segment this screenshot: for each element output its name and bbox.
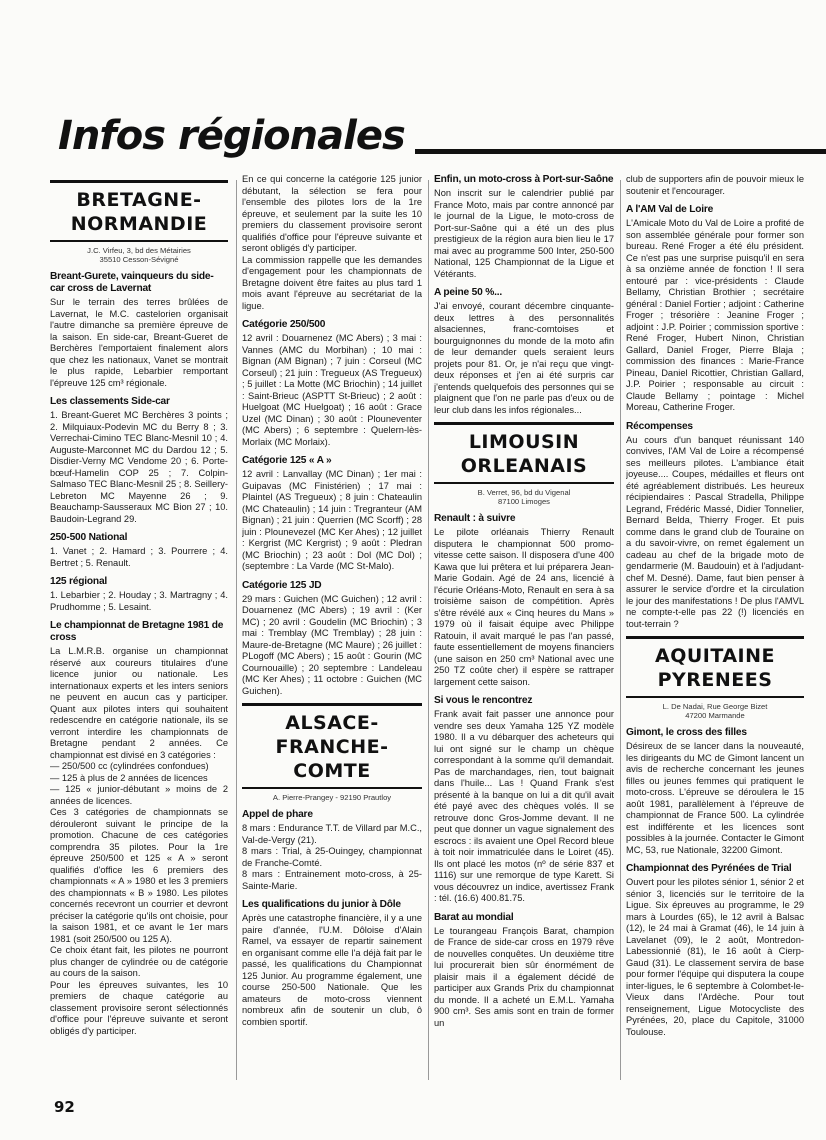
article-paragraph: club de supporters afin de pouvoir mieux le soutenir et l'encourager.	[626, 174, 804, 196]
article-paragraph: La commission rappelle que les demandes d'engagement pour les championnats de Bretagne doivent être faites au plus tard 1 mois avant l'épreuve au secrétariat de la ligue.	[242, 254, 422, 311]
article-paragraph: Après une catastrophe financière, il y a une paire d'année, l'U.M. Dôloise d'Alain Ramel, va essayer de repartir sainement en organisant comme elle l'a déjà fait par le passé, les qualifications du Championnat 125 Junior. Au programme également, une course 250-500 Nationale. Que les amateurs de moto-cross viennent nombreux afin de soutenir un club, ô combien sportif.	[242, 913, 422, 1027]
page-title: Infos régionales	[58, 112, 415, 160]
column-2	[242, 174, 422, 1094]
article-paragraph: Le pilote orléanais Thierry Renault disputera le championnat 500 promo-vitesse cette saison. Il disposera d'une 400 Kawa que lui prêtera et lui préparera Jean-Marie Godain. Agé de 24 ans, licencié à l'écurie Orléans-Moto, Renault en sera à sa troisième saison de compétition. Après s'être révélé aux « Cinq heures du Mans » 1979 où il faisait équipe avec Philippe Ratouin, il avait marqué le pas l'an passé, faute essentiellement de moyens financiers (une saison en 250 cm³ National avec une 250 TZ coûte cher) il espère se rattraper largement cette saison.	[434, 527, 614, 687]
article-paragraph: Pour les épreuves suivantes, les 10 premiers de chaque catégorie au classement provisoire seront sélectionnés d'office pour l'épreuve suivante et seront obligés d'y participer.	[50, 979, 228, 1036]
article-heading: Catégorie 125 JD	[242, 579, 322, 591]
article-paragraph: Au cours d'un banquet réunissant 140 convives, l'AM Val de Loire a récompensé ses meilleurs pilotes. L'ambiance était joyeuse.... Coupes, médailles et fleurs ont été agréablement distribués. Les heureux récipiendaires : Pascal Stradella, Philippe Legrand, Frédéric Massé, Didier Tonnelier, Bernard Belda, Thierry Froger. Et puis comme dans le grand club de Touraine on a du savoir-vivre, on remet également un cadeau au chef de la brigade moto de gendarmerie (M. Baudouin) et à l'adjudant-chef M. Desné). Dame, faut bien penser à assurer le service d'ordre et la circulation le jour des manifestations ! De plus l'AMVL ne compte-t-elle pas 22 (!) licenciés en tout-terrain ?	[626, 434, 804, 629]
correspondent-address: L. De Nadai, Rue George Bizet 47200 Marmande	[662, 702, 768, 720]
article-paragraph: 1. Lebarbier ; 2. Houday ; 3. Martragny ; 4. Prudhomme ; 5. Lesaint.	[50, 590, 228, 612]
article-paragraph: J'ai envoyé, courant décembre cinquante-deux lettres à des personnalités alsaciennes, franc-comtoises et bourguignonnes du monde de la moto afin de leur demander quels seraient leurs projets pour 81. Or, je n'ai reçu que vingt-deux réponses et j'en ai été surpris car j'entends quelquefois des personnes qui se plaignent que l'on ne parle pas d'eux ou de leur club dans les infos régionales...	[434, 301, 614, 415]
article-paragraph: 1. Breant-Gueret MC Berchères 3 points ; 2. Milquiaux-Podevin MC du Berry 8 ; 3. Verrechai-Cimino TEC Blanc-Mesnil 10 ; 4. Auguste-Marconnet MC du Dardou 12 ; 5. Disdier-Verny MC Vendome 20 ; 6. Porte-bœuf-Hamelin COP 25 ; 7. Colpin-Salmaso TEC Blanc-Mesnil 25 ; 8. Seillery-Lebreton MC Mayenne 26 ; 9. Beauchamp-Sausseraux MC Bion 27 ; 10. Baudoin-Legrand 29.	[50, 410, 228, 524]
region-heading-limousin: LIMOUSIN ORLEANAIS	[434, 422, 614, 484]
article-heading: Les classements Side-car	[50, 396, 170, 407]
article-paragraph: Ce choix étant fait, les pilotes ne pourront plus changer de cylindrée ou de catégorie au cours de la saison.	[50, 945, 228, 978]
article-heading: Le championnat de Bretagne 1981 de cross	[50, 620, 224, 643]
correspondent-address: B. Verret, 96, bd du Vigenal 87100 Limoges	[477, 488, 571, 506]
article-paragraph: Désireux de se lancer dans la nouveauté, les dirigeants du MC de Gimont lancent un avis de recherche concernant les jeunes filles ou jeunes femmes qui pratiquent le moto-cross. L'épreuve se déroulera le 15 août 1981, parallèlement à l'épreuve de championnat de France 500. La cylindrée est indifférente et les licences sont possibles à la journée. Contacter le Gimont MC, 53, rue Nationale, 32200 Gimont.	[626, 741, 804, 855]
article-paragraph: Frank avait fait passer une annonce pour vendre ses deux Yamaha 125 YZ modèle 1980. Il a vu débarquer des acheteurs qui lui ont signé sur le champ un chèque correspondant à la somme qu'il demandait. Pas de marchandages, rien, tout baignait dans l'huile... Las ! Quand Frank s'est présenté à la banque on lui a dit qu'il avait été payé avec des chèques volés. Il se retrouve donc Gros-Jomme devant. Il ne peut que donner un vague signalement des escrocs : ils avaient une Opel Record bleue à toit noir immatriculée dans le Loiret (45). Ils ont placé les motos (nº de série 837 et 1116) sur une remorque de type Karett. Si vous découvrez un indice, avertissez Frank : tél. (16.6) 400.81.75.	[434, 709, 614, 903]
correspondent-address: J.C. Virfeu, 3, bd des Métairies 35510 Cesson-Sévigné	[87, 246, 191, 264]
article-paragraph: 8 mars : Entrainement moto-cross, à 25-Sainte-Marie.	[242, 869, 422, 891]
article-paragraph: En ce qui concerne la catégorie 125 junior débutant, la sélection se fera pour l'ensemble des pilotes lors de la 1re épreuve, et seulement par la suite les 10 premiers du classement provisoire seront qualifiés d'office pour l'épreuve suivante et seront obligés d'y participer.	[242, 174, 422, 253]
article-heading: A peine 50 %...	[434, 287, 502, 298]
article-paragraph: La L.M.R.B. organise un championnat réservé aux coureurs titulaires d'une licence junior ou nationale. Les internationaux experts et les inters seniors ne peuvent en aucun cas y participer. Quant aux pilotes inters qui souhaitent redescendre en catégorie nationale, ils se verront interdire les championnats de Bretagne pendant 2 années. Ce championnat est divisé en 3 catégories :	[50, 646, 228, 760]
column-3	[434, 174, 614, 1094]
article-paragraph: Ouvert pour les pilotes sénior 1, sénior 2 et sénior 3, licenciés sur le territoire de la Ligue. Six épreuves au programme, le 29 mars à Lourdes (65), le 12 avril à Balsac (12), le 24 mai à Gramat (46), le 14 juin à Lavelanet (09), le 2 août, Montredon-Labessionnié (81), le 16 août à Cierp-Gaud (31). Le classement servira de base pour former l'équipe qui disputera la coupe inter-ligues, le 6 septembre à Colombet-le-Vieux dans l'Ardèche. Pour tout renseignement, Ligue Motocycliste des Pyrénées, 20, place du Capitole, 31000 Toulouse.	[626, 877, 804, 1037]
article-heading: A l'AM Val de Loire	[626, 204, 714, 215]
article-paragraph: 1. Vanet ; 2. Hamard ; 3. Pourrere ; 4. Bertret ; 5. Renault.	[50, 546, 228, 568]
page-number: 92	[54, 1098, 75, 1116]
article-heading: Enfin, un moto-cross à Port-sur-Saône	[434, 174, 614, 185]
region-heading-bretagne: BRETAGNE- NORMANDIE	[50, 180, 228, 242]
article-heading: Breant-Gurete, vainqueurs du side-car cross de Lavernat	[50, 271, 214, 294]
article-heading: Les qualifications du junior à Dôle	[242, 899, 401, 910]
article-heading: Récompenses	[626, 420, 693, 432]
article-columns	[0, 174, 826, 1094]
article-heading: Catégorie 125 « A »	[242, 455, 332, 466]
article-paragraph: 12 avril : Douarnenez (MC Abers) ; 3 mai : Vannes (AMC du Morbihan) ; 10 mai : Bignan (AM Bignan) ; 7 juin : Corseul (MC Corseul) ; 21 juin : Tregueux (AS Tregueux) ; 5 juillet : La Motte (MC Briochin) ; 14 juillet : Saint-Brieuc (ASPTT St-Brieuc) ; 2 août : Huelgoat (MC Huelgoat) ; 16 août : Grace Uzel (MC Dinan) ; 30 août : Plouneventer (MC Abers) ; 6 septembre : Quelern-lès-Morlaix (MC Morlaix).	[242, 333, 422, 447]
article-heading: Renault : à suivre	[434, 513, 516, 524]
article-heading: 125 régional	[50, 576, 108, 587]
article-paragraph: Non inscrit sur le calendrier publié par France Moto, mais par contre annoncé par le journal de la Ligue, le moto-cross de Port-sur-Saône qui a été un des plus prestigieux de la région aura bien lieu le 17 mai avec au programme 500 Inter, 250-500 National, 125 Championnat de la Ligue et Vétérants.	[434, 188, 614, 279]
region-heading-alsace: ALSACE- FRANCHE- COMTE	[242, 703, 422, 789]
article-paragraph: Sur le terrain des terres brûlées de Lavernat, le M.C. castelorien organisait l'autre dimanche sa première épreuve de la saison. En side-car, Breant-Gueret de Berchères l'emportaient finalement alors que chez les nationaux, Vanet se montrait le plus rapide, Lebarbier remportant l'épreuve 125 cm³ régionale.	[50, 297, 228, 388]
article-paragraph: 29 mars : Guichen (MC Guichen) ; 12 avril : Douarnenez (MC Abers) ; 19 avril : (Ker MC) ; 20 avril : Goudelin (MC Briochin) ; 3 mai : Tremblay (MC Tremblay) ; 28 juin : Maure-de-Bretagne (MC Maure) ; 26 juillet : PLogoff (MC Abers) ; 15 août : Gourin (MC Cournouaille) ; 20 septembre : Landeleau (MC Ker Ahes) ; 11 octobre : Guichen (MC Guichen).	[242, 593, 422, 696]
section-banner	[58, 113, 826, 160]
article-paragraph: 8 mars : Endurance T.T. de Villard par M.C., Val-de-Vergy (21).	[242, 823, 422, 845]
article-paragraph: L'Amicale Moto du Val de Loire a profité de son assemblée générale pour former son bureau. René Froger a été élu président. Ce n'est pas une surprise puisqu'il en sera à sa onzième année de fonction ! Il sera entouré par : vice-présidents : Claude Bellamy, Christian Brothier ; secrétaire général : Daniel Fortier ; adjoint : Catherine Froger ; trésorière : Jeanine Froger ; adjoint : J.P. Poirier ; commission sportive : René Froger, Hubert Ninon, Christian Gallard, Daniel Froger, Pierre Blaja ; commission des finances : Marie-France Pineau, Daniel Ricottier, Christian Gallard, J.P. Poirier ; responsable au circuit : Claude Bellamy ; pointage : Michel Moreau, Catherine Froger.	[626, 218, 804, 412]
column-1	[50, 174, 228, 1094]
article-heading: Appel de phare	[242, 809, 313, 820]
region-heading-aquitaine: AQUITAINE PYRENEES	[626, 636, 804, 698]
column-4	[626, 174, 804, 1094]
article-paragraph: Ces 3 catégories de championnats se dérouleront suivant le principe de la promotion. Chacune de ces catégories comprendra 35 pilotes. Pour la 1re épreuve 250/500 et 125 « A » seront qualifiés d'office les 6 premiers des championnats « A » 1980 et les 3 premiers des championnats « B » 1980. Les pilotes concernés recevront un courrier et devront préciser la catégorie qu'ils ont choisie, pour la saison 1981, et ce avant le 1er mars 1981 (soit 250/500 ou 125 A).	[50, 807, 228, 944]
article-heading: Barat au mondial	[434, 911, 514, 923]
article-paragraph: — 125 « junior-débutant » moins de 2 années de licences.	[50, 784, 228, 806]
article-paragraph: 8 mars : Trial, à 25-Ouingey, championnat de Franche-Comté.	[242, 846, 422, 868]
article-heading: Championnat des Pyrénées de Trial	[626, 863, 792, 874]
article-paragraph: 12 avril : Lanvallay (MC Dinan) ; 1er mai : Guipavas (MC Finistérien) ; 17 mai : Plaintel (AS Tregueux) ; 8 juin : Chateaulin (MC Chateaulin) ; 14 juin : Tregranteur (AM Bignan) ; 21 juin : Querrien (MC Scorff) ; 28 juin : Plounevezel (MC Ker Ahes) ; 12 juillet : Kergrist (MC Kergrist) ; 9 août : Pledran (MC Briochin) ; 23 août : Dol (MC Dol) ; (septembre : La Varde (MC St-Malo).	[242, 469, 422, 571]
article-heading: Gimont, le cross des filles	[626, 727, 747, 738]
correspondent-address: A. Pierre-Prangey - 92190 Prautloy	[272, 793, 392, 802]
article-paragraph: — 125 à plus de 2 années de licences	[50, 772, 208, 783]
article-paragraph: Le tourangeau François Barat, champion de France de side-car cross en 1979 rêve de nouvelles conquêtes. Un deuxième titre lui procurerait bien sûr énormément de plaisir mais il a également décidé de participer aux Grands Prix du championnat du monde. Il a acheté un E.M.L. Yamaha 900 cm³. Ses amis sont en train de former un	[434, 925, 614, 1028]
article-heading: 250-500 National	[50, 532, 128, 543]
article-heading: Si vous le rencontrez	[434, 695, 533, 706]
article-heading: Catégorie 250/500	[242, 319, 326, 330]
article-paragraph: — 250/500 cc (cylindrées confondues)	[50, 761, 209, 771]
